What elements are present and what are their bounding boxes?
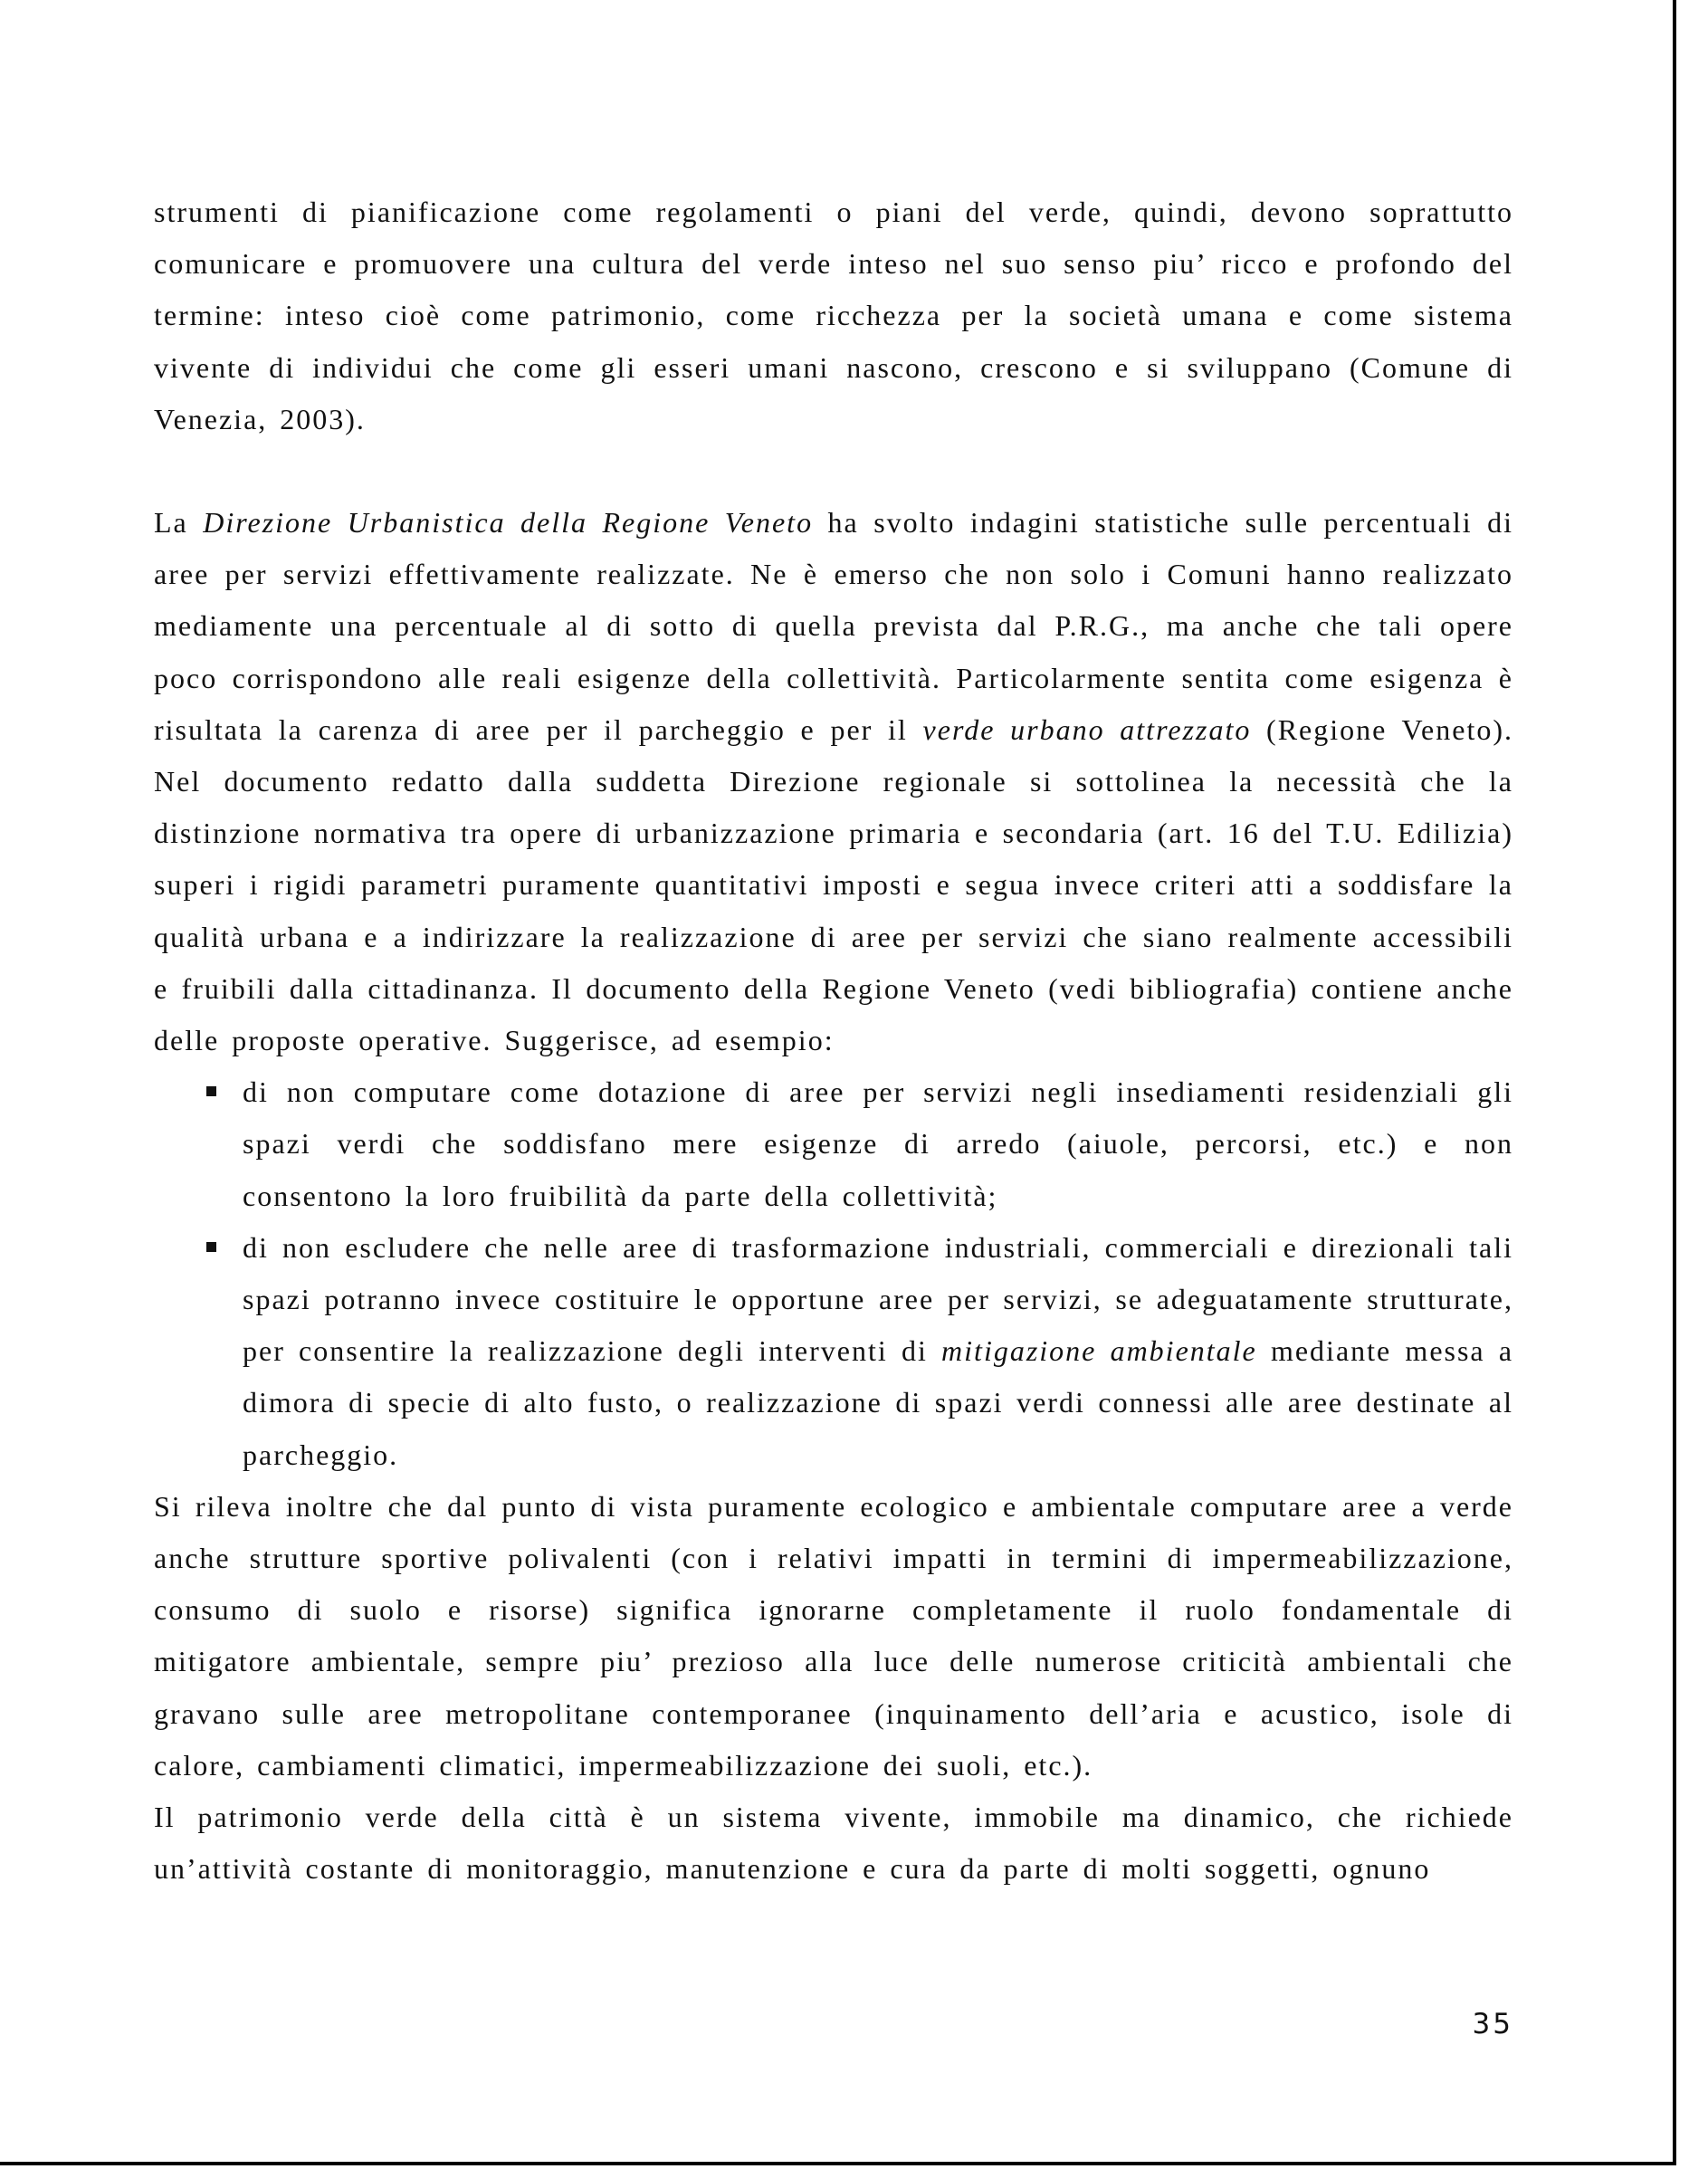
paragraph-1: strumenti di pianificazione come regolamenti o piani del verde, quindi, devono soprattutto comunicare e promuovere una cultura del verde inteso nel suo senso piu’ ricco e profondo del termine: inteso cioè come patrimonio, come ricchezza per la società umana e come sistema vivente di individui che come gli esseri umani nascono, crescono e si sviluppano (Comune di Venezia, 2003). — [154, 196, 1513, 435]
bullet-item-1-text: di non computare come dotazione di aree per servizi negli insediamenti residenziali gli spazi verdi che soddisfano mere esigenze di arredo (aiuole, percorsi, etc.) e non consentono la loro fruibilità da parte della collettività; — [243, 1075, 1513, 1212]
paragraph-2-text-3: (Regione Veneto). Nel documento redatto dalla suddetta Direzione regionale si sottolinea la necessità che la distinzione normativa tra opere di urbanizzazione primaria e secondaria (art. 16 del T.U. Edilizia) superi i rigidi parametri puramente quantitativi imposti e segua invece criteri atti a soddisfare la qualità urbana e a indirizzare la realizzazione di aree per servizi che siano realmente accessibili e fruibili dalla cittadinanza. Il documento della Regione Veneto (vedi bibliografia) contiene anche delle proposte operative. Suggerisce, ad esempio: — [154, 712, 1514, 1057]
page-border-right — [1673, 0, 1676, 2165]
bullet-item-1 — [154, 1066, 1513, 1222]
paragraph-3: Si rileva inoltre che dal punto di vista puramente ecologico e ambientale computare aree a verde anche strutture sportive polivalenti (con i relativi impatti in termini di impermeabilizzazione, consumo di suolo e risorse) significa ignorarne completamente il ruolo fondamentale di mitigatore ambientale, sempre piu’ prezioso alla luce delle numerose criticità ambientali che gravano sulle aree metropolitane contemporanee (inquinamento dell’aria e acustico, isole di calore, cambiamenti climatici, impermeabilizzazione dei suoli, etc.). — [154, 1489, 1513, 1782]
page-border-bottom — [0, 2162, 1676, 2165]
paragraph-spacer — [154, 445, 1513, 497]
square-bullet-icon — [206, 1086, 216, 1096]
bullet-item-2-text-2: mediante messa a dimora di specie di alto fusto, o realizzazione di spazi verdi connessi alle aree destinate al parcheggio. — [243, 1334, 1514, 1471]
paragraph-2-italic-1: Direzione Urbanistica della Regione Veneto — [203, 506, 814, 540]
bullet-item-2-italic: mitigazione ambientale — [941, 1334, 1257, 1368]
bullet-item-2-text-1: di non escludere che nelle aree di trasformazione industriali, commerciali e direzionali tali spazi potranno invece costituire le opportune aree per servizi, se adeguatamente strutturate, per consentire la realizzazione degli interventi di — [243, 1230, 1513, 1368]
document-body — [154, 186, 1513, 1896]
paragraph-4: Il patrimonio verde della città è un sistema vivente, immobile ma dinamico, che richiede un’attività costante di monitoraggio, manutenzione e cura da parte di molti soggetti, ognuno — [154, 1801, 1513, 1886]
bullet-item-2 — [154, 1222, 1513, 1481]
bullet-list — [154, 1066, 1513, 1481]
page-number: 35 — [1472, 2008, 1513, 2040]
paragraph-2 — [154, 497, 1513, 1066]
paragraph-2-text-1: La — [154, 506, 204, 540]
square-bullet-icon — [206, 1242, 216, 1252]
paragraph-2-text-2: ha svolto indagini statistiche sulle percentuali di aree per servizi effettivamente realizzate. Ne è emerso che non solo i Comuni hanno realizzato mediamente una percentuale al di sotto di quella prevista dal P.R.G., ma anche che tali opere poco corrispondono alle reali esigenze della collettività. Particolarmente sentita come esigenza è risultata la carenza di aree per il parcheggio e per il — [154, 506, 1514, 746]
paragraph-2-italic-2: verde urbano attrezzato — [922, 712, 1252, 746]
